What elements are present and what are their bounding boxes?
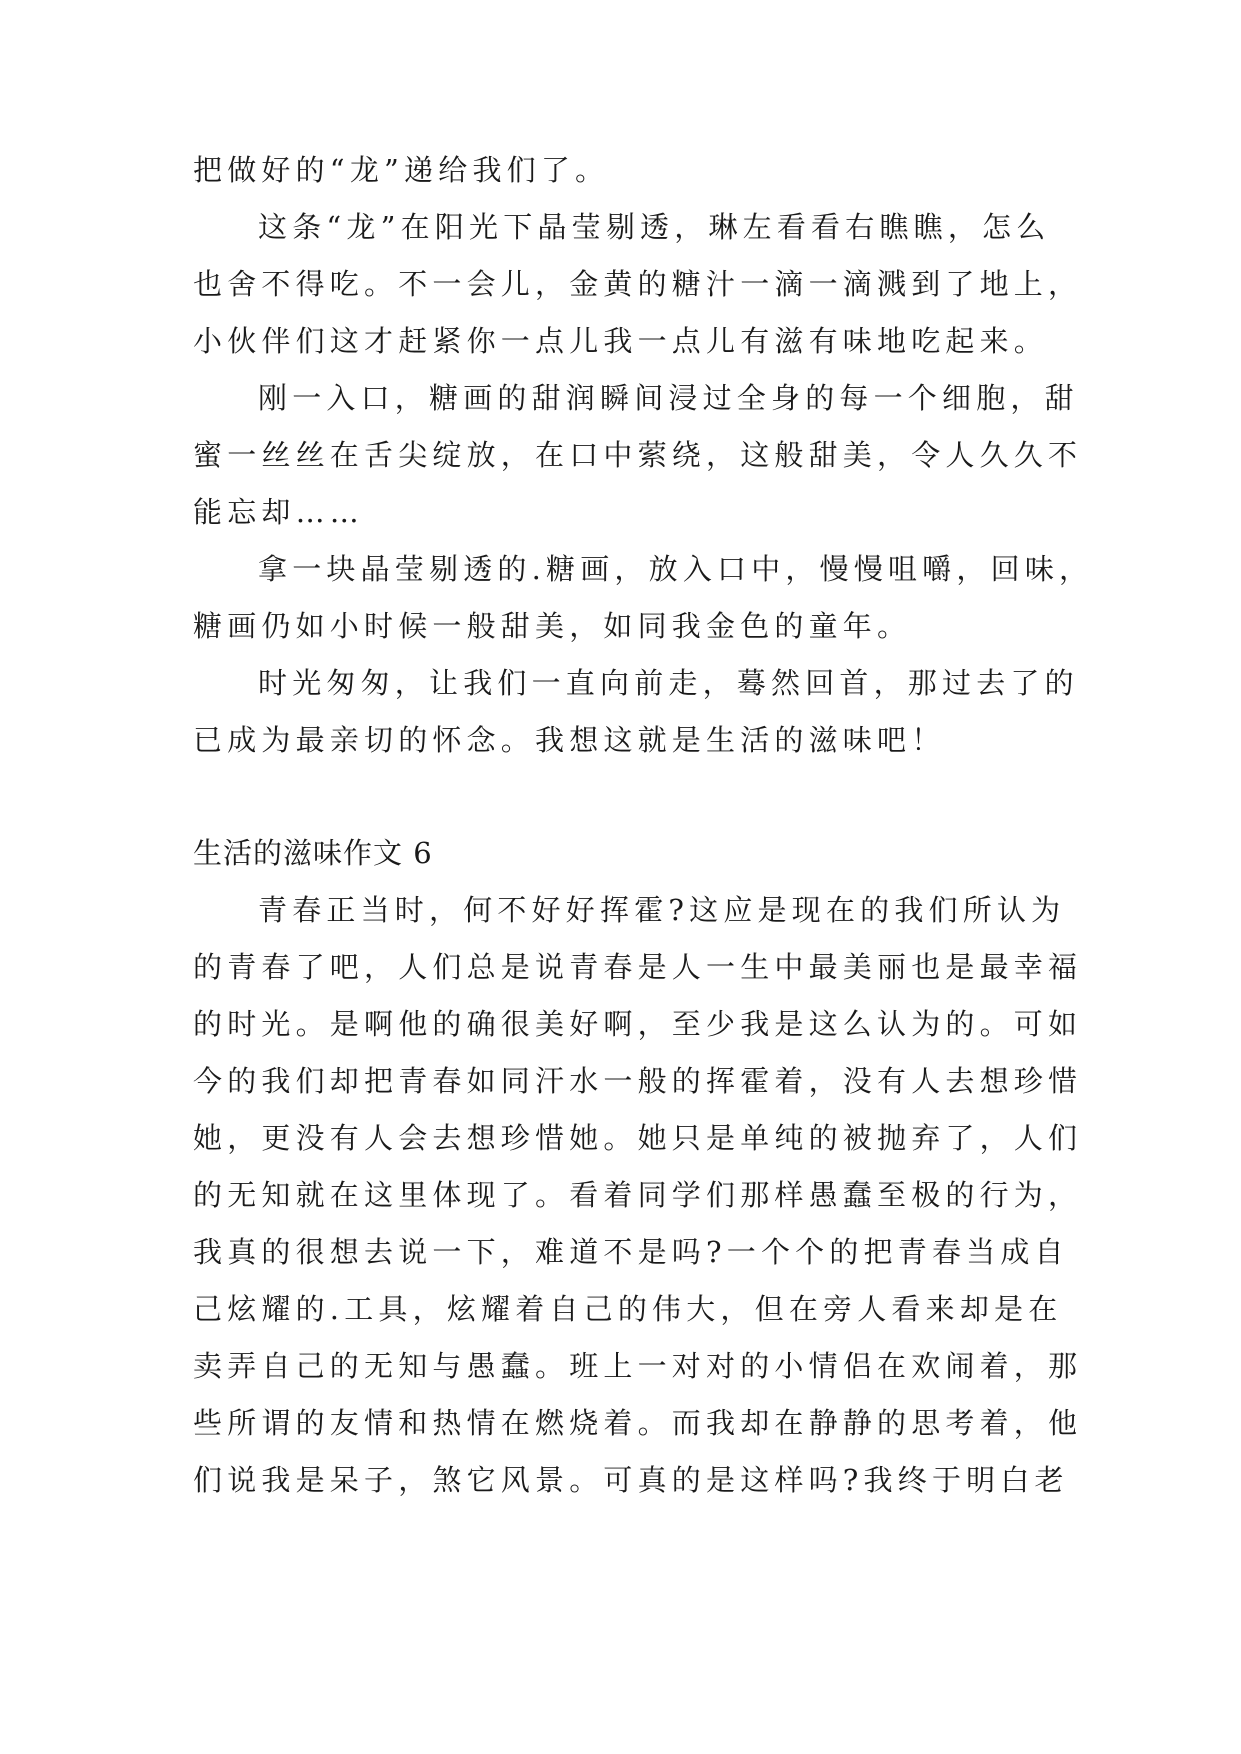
text-line: 我真的很想去说一下，难道不是吗?一个个的把青春当成自 [193,1235,1069,1269]
text-line: 已成为最亲切的怀念。我想这就是生活的滋味吧！ [193,723,946,757]
text-line: 小伙伴们这才赶紧你一点儿我一点儿有滋有味地吃起来。 [193,324,1049,358]
text-line: 的无知就在这里体现了。看着同学们那样愚蠢至极的行为， [193,1178,1083,1212]
paragraph-start: 刚一入口，糖画的甜润瞬间浸过全身的每一个细胞，甜 [258,381,1079,415]
text-line: 也舍不得吃。不一会儿，金黄的糖汁一滴一滴溅到了地上， [193,267,1083,301]
paragraph-start: 时光匆匆，让我们一直向前走，蓦然回首，那过去了的 [258,666,1079,700]
text-line: 卖弄自己的无知与愚蠢。班上一对对的小情侣在欢闹着，那 [193,1349,1083,1383]
text-line: 蜜一丝丝在舌尖绽放，在口中萦绕，这般甜美，令人久久不 [193,438,1083,472]
text-line: 她，更没有人会去想珍惜她。她只是单纯的被抛弃了，人们 [193,1121,1083,1155]
section-heading: 生活的滋味作文 6 [193,836,433,870]
text-line: 糖画仍如小时候一般甜美，如同我金色的童年。 [193,609,912,643]
text-line: 己炫耀的.工具，炫耀着自己的伟大，但在旁人看来却是在 [193,1292,1063,1326]
text-line: 们说我是呆子，煞它风景。可真的是这样吗?我终于明白老 [193,1463,1069,1497]
text-line: 把做好的“龙”递给我们了。 [193,153,610,187]
text-line: 能忘却…… [193,495,365,529]
paragraph-start: 拿一块晶莹剔透的.糖画，放入口中，慢慢咀嚼，回味， [258,552,1094,586]
paragraph-start: 这条“龙”在阳光下晶莹剔透，琳左看看右瞧瞧，怎么 [258,210,1051,244]
text-line: 的时光。是啊他的确很美好啊，至少我是这么认为的。可如 [193,1007,1083,1041]
text-line: 的青春了吧，人们总是说青春是人一生中最美丽也是最幸福 [193,950,1083,984]
text-line: 些所谓的友情和热情在燃烧着。而我却在静静的思考着，他 [193,1406,1083,1440]
text-line: 今的我们却把青春如同汗水一般的挥霍着，没有人去想珍惜 [193,1064,1083,1098]
paragraph-start: 青春正当时，何不好好挥霍?这应是现在的我们所认为 [258,893,1066,927]
